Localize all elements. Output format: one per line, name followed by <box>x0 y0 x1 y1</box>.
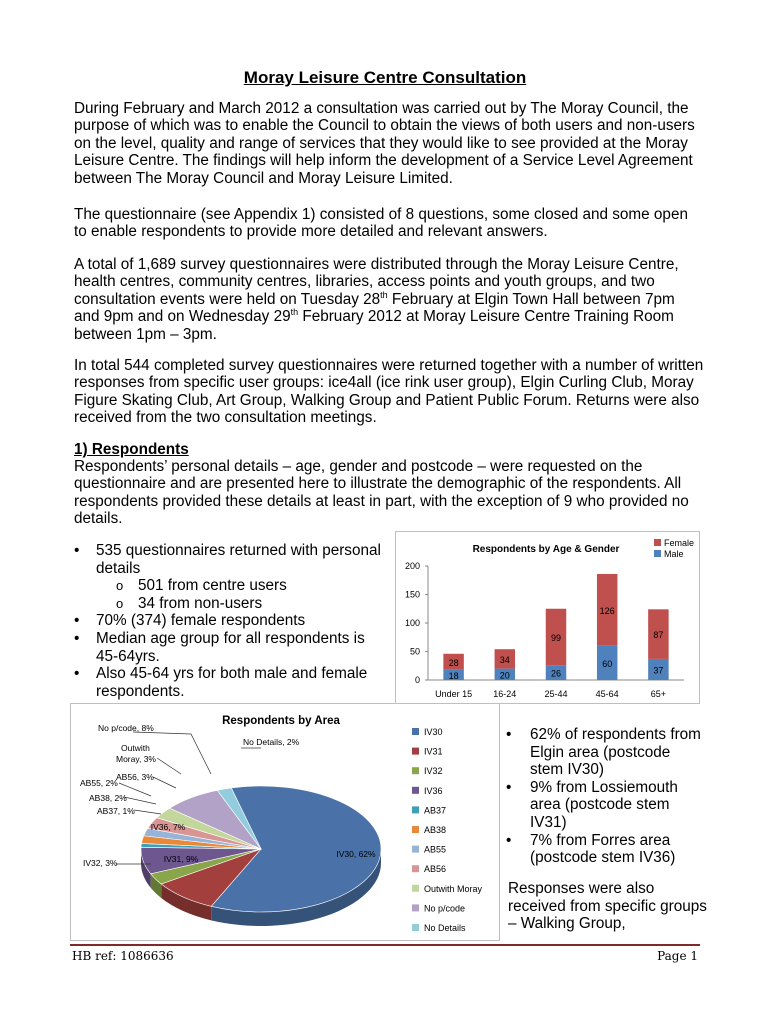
data-label: IV32, 3% <box>83 858 118 868</box>
legend-swatch <box>412 924 419 931</box>
legend-label: IV30 <box>424 727 443 737</box>
x-tick-label: 16-24 <box>493 689 517 699</box>
legend-swatch <box>412 767 419 774</box>
leader-line <box>153 777 176 788</box>
y-tick-label: 100 <box>404 618 420 628</box>
data-label: IV36, 7% <box>150 822 186 832</box>
legend-label: AB55 <box>424 844 447 855</box>
legend-swatch <box>654 539 661 546</box>
data-label: AB37, 1% <box>97 806 135 816</box>
returns-paragraph: In total 544 completed survey questionnaires were returned together with a number of written responses from specific user groups: ice4all (ice rink user group), Elgin Curling Club, Moray Figure Skating Club, Art Group, Walking Group and Patient Public Forum. Returns were also received from the two consultation meetings. <box>74 357 704 427</box>
age-gender-bar-chart <box>396 532 699 703</box>
leader-line <box>124 797 156 804</box>
data-label: No p/code, 8% <box>98 723 154 733</box>
legend-swatch <box>412 865 419 872</box>
data-label: IV30, 62% <box>336 849 376 859</box>
x-tick-label: 65+ <box>650 689 667 699</box>
legend-label: IV31 <box>424 746 443 757</box>
legend-swatch <box>412 787 419 794</box>
list-item: o 34 from non-users <box>74 595 384 613</box>
data-label: 87 <box>653 630 664 641</box>
legend-swatch <box>412 826 419 833</box>
data-label: No Details, 2% <box>243 737 300 747</box>
y-tick-label: 200 <box>404 561 420 571</box>
area-pie-chart <box>71 704 499 940</box>
legend-label: Female <box>664 538 695 548</box>
data-label: 26 <box>550 668 562 679</box>
data-label: 126 <box>599 605 615 616</box>
data-label: AB38, 2% <box>89 793 127 803</box>
legend-label: AB37 <box>424 805 447 816</box>
y-tick-label: 50 <box>409 646 420 657</box>
legend-swatch <box>654 550 661 557</box>
list-item: • 7% from Forres area (postcode stem IV36) <box>506 832 706 867</box>
list-item: • 535 questionnaires returned with personal details <box>74 542 384 577</box>
list-item: • Median age group for all respondents is 45-64yrs. <box>74 630 384 665</box>
data-label: 99 <box>550 632 562 643</box>
data-label: 60 <box>602 658 613 669</box>
legend-label: AB38 <box>424 825 447 835</box>
leader-line <box>157 758 181 774</box>
legend-swatch <box>412 728 419 735</box>
y-tick-label: 0 <box>414 675 420 685</box>
respondent-summary-list <box>74 542 384 700</box>
y-tick-label: 150 <box>404 589 420 600</box>
distribution-paragraph: A total of 1,689 survey questionnaires were distributed through the Moray Leisure Centre, health centres, community centres, libraries, access points and youth groups, and two consultation events were held on Tuesday 28th February at Elgin Town Hall between 7pm and 9pm and on Wednesday 29th February 2012 at Moray Leisure Centre Training Room between 1pm – 3pm. <box>74 256 679 343</box>
list-item: • 70% (374) female respondents <box>74 612 384 630</box>
footer-page-number: Page 1 <box>657 949 698 963</box>
data-label: 20 <box>499 670 510 681</box>
legend-swatch <box>412 885 419 892</box>
area-summary-list <box>506 726 706 867</box>
legend-label: IV32 <box>424 766 443 777</box>
footer-ref: HB ref: 1086636 <box>72 949 174 963</box>
legend-label: No p/code <box>424 903 466 914</box>
data-label: Outwith Moray, 3% <box>116 743 156 764</box>
list-item: • 62% of respondents from Elgin area (postcode stem IV30) <box>506 726 706 779</box>
list-item: • Also 45-64 yrs for both male and female respondents. <box>74 665 384 700</box>
data-label: 18 <box>448 670 459 681</box>
legend-label: Male <box>664 549 684 559</box>
intro-paragraph: During February and March 2012 a consultation was carried out by The Moray Council, the purpose of which was to enable the Council to obtain the views of both users and non-users on the level, quality and range of services that they would like to see provided at the Moray Leisure Centre. The findings will help inform the development of a Service Level Agreement between The Moray Council and Moray Leisure Limited. <box>74 100 695 187</box>
data-label: 37 <box>653 665 664 676</box>
age-gender-chart-frame <box>395 531 700 704</box>
data-label: AB55, 2% <box>80 778 118 788</box>
page-title: Moray Leisure Centre Consultation <box>243 68 527 87</box>
data-label: 28 <box>448 657 459 668</box>
chart-title: Respondents by Area <box>222 715 340 727</box>
legend-label: IV36 <box>424 785 443 796</box>
data-label: 34 <box>499 654 510 665</box>
legend-label: AB56 <box>424 864 447 875</box>
x-tick-label: Under 15 <box>435 689 473 699</box>
section-intro: Respondents’ personal details – age, gender and postcode – were requested on the questionnaire and are presented here to illustrate the demographic of the respondents. All respondents provided these details at least in part, with the exception of 9 who provided no details. <box>74 458 689 528</box>
legend-swatch <box>412 904 419 911</box>
legend-swatch <box>412 748 419 755</box>
area-chart-frame <box>70 703 500 941</box>
list-item: • 9% from Lossiemouth area (postcode stem IV31) <box>506 779 706 832</box>
responses-text: Responses were also received from specific groups – Walking Group, <box>508 880 707 933</box>
data-label: AB56, 3% <box>116 772 154 782</box>
x-tick-label: 25-44 <box>544 689 568 699</box>
list-item: o 501 from centre users <box>74 577 384 595</box>
data-label: IV31, 9% <box>163 854 199 864</box>
section-heading: 1) Respondents <box>74 441 189 458</box>
chart-title: Respondents by Age & Gender <box>472 544 620 555</box>
legend-label: Outwith Moray <box>424 883 483 894</box>
legend-label: No Details <box>424 923 466 933</box>
x-tick-label: 45-64 <box>595 689 619 699</box>
leader-line <box>134 810 161 814</box>
legend-swatch <box>412 806 419 813</box>
legend-swatch <box>412 846 419 853</box>
footer-divider <box>70 944 700 946</box>
questionnaire-paragraph: The questionnaire (see Appendix 1) consisted of 8 questions, some closed and some open to enable respondents to provide more detailed and relevant answers. <box>74 206 688 241</box>
